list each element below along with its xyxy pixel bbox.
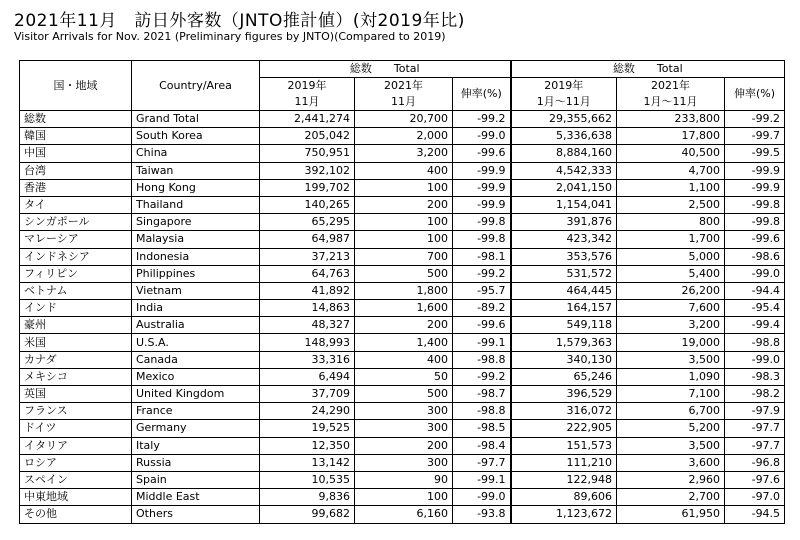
cell-month-rate: -99.1 xyxy=(453,334,511,351)
cell-month-2019: 148,993 xyxy=(260,334,355,351)
cell-month-2019: 140,265 xyxy=(260,196,355,213)
cell-month-2021: 400 xyxy=(355,351,453,368)
page-title: 2021年11月 訪日外客数（JNTO推計値）(対2019年比) xyxy=(14,11,465,31)
cell-ytd-2021: 6,700 xyxy=(617,403,725,420)
cell-country-jp: 中国 xyxy=(20,145,132,162)
cell-country-en: Indonesia xyxy=(132,248,260,265)
cell-country-en: Grand Total xyxy=(132,111,260,128)
cell-month-2019: 37,213 xyxy=(260,248,355,265)
cell-ytd-2021: 7,100 xyxy=(617,386,725,403)
cell-month-rate: -99.6 xyxy=(453,317,511,334)
cell-ytd-2021: 2,700 xyxy=(617,489,725,506)
cell-country-en: South Korea xyxy=(132,128,260,145)
cell-country-en: India xyxy=(132,300,260,317)
cell-country-en: Germany xyxy=(132,420,260,437)
col-header-country-en: Country/Area xyxy=(132,61,260,111)
cell-country-en: Taiwan xyxy=(132,162,260,179)
cell-ytd-2021: 3,500 xyxy=(617,437,725,454)
cell-ytd-rate: -97.9 xyxy=(725,403,785,420)
cell-ytd-2021: 1,100 xyxy=(617,179,725,196)
cell-ytd-2019: 65,246 xyxy=(511,368,617,385)
cell-month-2021: 50 xyxy=(355,368,453,385)
cell-country-en: U.S.A. xyxy=(132,334,260,351)
cell-month-2021: 500 xyxy=(355,386,453,403)
cell-month-2019: 24,290 xyxy=(260,403,355,420)
cell-ytd-2019: 549,118 xyxy=(511,317,617,334)
cell-month-rate: -99.9 xyxy=(453,162,511,179)
col-header-ytd-rate: 伸率(%) xyxy=(725,78,785,111)
cell-country-en: France xyxy=(132,403,260,420)
cell-month-2021: 2,000 xyxy=(355,128,453,145)
cell-country-en: United Kingdom xyxy=(132,386,260,403)
cell-ytd-2019: 222,905 xyxy=(511,420,617,437)
cell-month-rate: -98.5 xyxy=(453,420,511,437)
table-row xyxy=(20,368,785,385)
cell-ytd-2021: 800 xyxy=(617,214,725,231)
table-row xyxy=(20,248,785,265)
cell-month-2019: 64,987 xyxy=(260,231,355,248)
cell-ytd-rate: -99.0 xyxy=(725,351,785,368)
cell-ytd-2019: 396,529 xyxy=(511,386,617,403)
cell-month-rate: -98.1 xyxy=(453,248,511,265)
cell-country-jp: フィリピン xyxy=(20,265,132,282)
cell-month-2021: 100 xyxy=(355,179,453,196)
cell-country-jp: 韓国 xyxy=(20,128,132,145)
cell-ytd-rate: -99.9 xyxy=(725,179,785,196)
cell-ytd-2019: 5,336,638 xyxy=(511,128,617,145)
cell-country-en: Thailand xyxy=(132,196,260,213)
cell-ytd-rate: -99.2 xyxy=(725,111,785,128)
table-row xyxy=(20,317,785,334)
visitor-arrivals-table xyxy=(19,60,785,524)
cell-ytd-rate: -97.7 xyxy=(725,437,785,454)
cell-month-rate: -97.7 xyxy=(453,454,511,471)
cell-month-2019: 13,142 xyxy=(260,454,355,471)
cell-month-2019: 9,836 xyxy=(260,489,355,506)
cell-ytd-2019: 531,572 xyxy=(511,265,617,282)
cell-month-2021: 6,160 xyxy=(355,506,453,523)
table-row xyxy=(20,179,785,196)
cell-month-rate: -99.0 xyxy=(453,128,511,145)
cell-country-jp: その他 xyxy=(20,506,132,523)
table-row xyxy=(20,265,785,282)
cell-ytd-2021: 7,600 xyxy=(617,300,725,317)
cell-ytd-rate: -98.8 xyxy=(725,334,785,351)
cell-ytd-2021: 5,000 xyxy=(617,248,725,265)
cell-country-en: China xyxy=(132,145,260,162)
cell-month-rate: -98.4 xyxy=(453,437,511,454)
table-row xyxy=(20,386,785,403)
cell-ytd-2019: 2,041,150 xyxy=(511,179,617,196)
cell-month-rate: -93.8 xyxy=(453,506,511,523)
cell-month-2021: 200 xyxy=(355,196,453,213)
cell-country-jp: 総数 xyxy=(20,111,132,128)
cell-ytd-rate: -98.2 xyxy=(725,386,785,403)
cell-month-rate: -99.2 xyxy=(453,368,511,385)
cell-country-en: Vietnam xyxy=(132,282,260,299)
cell-country-jp: 香港 xyxy=(20,179,132,196)
cell-country-jp: 英国 xyxy=(20,386,132,403)
cell-ytd-rate: -98.6 xyxy=(725,248,785,265)
cell-ytd-rate: -99.9 xyxy=(725,162,785,179)
cell-month-2019: 19,525 xyxy=(260,420,355,437)
cell-ytd-2021: 4,700 xyxy=(617,162,725,179)
cell-month-rate: -99.0 xyxy=(453,489,511,506)
cell-ytd-2021: 26,200 xyxy=(617,282,725,299)
cell-month-2021: 20,700 xyxy=(355,111,453,128)
cell-month-2019: 205,042 xyxy=(260,128,355,145)
cell-month-2019: 750,951 xyxy=(260,145,355,162)
cell-country-jp: 米国 xyxy=(20,334,132,351)
table-row xyxy=(20,403,785,420)
cell-country-jp: メキシコ xyxy=(20,368,132,385)
cell-country-en: Malaysia xyxy=(132,231,260,248)
cell-month-rate: -99.2 xyxy=(453,265,511,282)
table-row xyxy=(20,282,785,299)
table-row xyxy=(20,506,785,523)
cell-month-2019: 199,702 xyxy=(260,179,355,196)
col-header-ytd-2019: 2019年 1月～11月 xyxy=(511,78,617,111)
cell-month-2019: 10,535 xyxy=(260,471,355,488)
cell-month-2021: 100 xyxy=(355,214,453,231)
cell-month-2019: 37,709 xyxy=(260,386,355,403)
cell-ytd-2019: 164,157 xyxy=(511,300,617,317)
col-header-ytd-2021: 2021年 1月～11月 xyxy=(617,78,725,111)
cell-country-en: Hong Kong xyxy=(132,179,260,196)
table-row xyxy=(20,128,785,145)
cell-month-rate: -98.7 xyxy=(453,386,511,403)
cell-ytd-rate: -94.4 xyxy=(725,282,785,299)
cell-country-en: Philippines xyxy=(132,265,260,282)
cell-country-jp: カナダ xyxy=(20,351,132,368)
cell-month-rate: -99.6 xyxy=(453,145,511,162)
cell-month-2021: 500 xyxy=(355,265,453,282)
cell-month-rate: -99.1 xyxy=(453,471,511,488)
cell-ytd-2021: 40,500 xyxy=(617,145,725,162)
cell-month-rate: -99.9 xyxy=(453,196,511,213)
cell-month-2021: 100 xyxy=(355,489,453,506)
cell-country-en: Singapore xyxy=(132,214,260,231)
cell-ytd-rate: -97.0 xyxy=(725,489,785,506)
cell-month-2019: 6,494 xyxy=(260,368,355,385)
cell-ytd-2021: 1,700 xyxy=(617,231,725,248)
cell-ytd-rate: -99.8 xyxy=(725,196,785,213)
cell-month-2019: 65,295 xyxy=(260,214,355,231)
cell-ytd-2021: 3,200 xyxy=(617,317,725,334)
cell-country-jp: ドイツ xyxy=(20,420,132,437)
cell-country-jp: スペイン xyxy=(20,471,132,488)
cell-ytd-rate: -99.5 xyxy=(725,145,785,162)
cell-month-2021: 300 xyxy=(355,420,453,437)
cell-month-2019: 41,892 xyxy=(260,282,355,299)
cell-ytd-rate: -94.5 xyxy=(725,506,785,523)
cell-month-2021: 100 xyxy=(355,231,453,248)
cell-ytd-2019: 1,154,041 xyxy=(511,196,617,213)
cell-ytd-rate: -99.7 xyxy=(725,128,785,145)
table-row xyxy=(20,196,785,213)
cell-country-en: Russia xyxy=(132,454,260,471)
cell-ytd-2021: 5,200 xyxy=(617,420,725,437)
cell-ytd-2021: 19,000 xyxy=(617,334,725,351)
cell-ytd-2019: 1,123,672 xyxy=(511,506,617,523)
cell-ytd-2019: 151,573 xyxy=(511,437,617,454)
cell-ytd-rate: -95.4 xyxy=(725,300,785,317)
table-row xyxy=(20,334,785,351)
cell-ytd-2019: 89,606 xyxy=(511,489,617,506)
table-row xyxy=(20,300,785,317)
cell-month-rate: -99.9 xyxy=(453,179,511,196)
cell-ytd-2021: 5,400 xyxy=(617,265,725,282)
cell-ytd-rate: -97.7 xyxy=(725,420,785,437)
cell-month-2021: 1,600 xyxy=(355,300,453,317)
cell-ytd-2021: 17,800 xyxy=(617,128,725,145)
table-row xyxy=(20,471,785,488)
cell-ytd-2019: 122,948 xyxy=(511,471,617,488)
header-row-top xyxy=(20,61,785,78)
cell-ytd-2019: 8,884,160 xyxy=(511,145,617,162)
cell-ytd-2021: 61,950 xyxy=(617,506,725,523)
col-header-country-jp: 国・地域 xyxy=(20,61,132,111)
cell-month-2019: 99,682 xyxy=(260,506,355,523)
cell-ytd-2019: 4,542,333 xyxy=(511,162,617,179)
cell-ytd-2021: 3,600 xyxy=(617,454,725,471)
cell-country-jp: 豪州 xyxy=(20,317,132,334)
cell-month-rate: -99.2 xyxy=(453,111,511,128)
cell-month-2021: 90 xyxy=(355,471,453,488)
cell-ytd-2021: 2,960 xyxy=(617,471,725,488)
cell-country-en: Mexico xyxy=(132,368,260,385)
cell-country-jp: 中東地域 xyxy=(20,489,132,506)
page-subtitle: Visitor Arrivals for Nov. 2021 (Preliminary figures by JNTO)(Compared to 2019) xyxy=(14,30,446,43)
cell-country-en: Others xyxy=(132,506,260,523)
cell-ytd-2019: 340,130 xyxy=(511,351,617,368)
cell-ytd-2021: 233,800 xyxy=(617,111,725,128)
cell-month-rate: -98.8 xyxy=(453,351,511,368)
cell-ytd-2021: 1,090 xyxy=(617,368,725,385)
table-row xyxy=(20,162,785,179)
cell-ytd-2019: 29,355,662 xyxy=(511,111,617,128)
cell-country-en: Middle East xyxy=(132,489,260,506)
cell-month-2021: 300 xyxy=(355,454,453,471)
cell-month-rate: -95.7 xyxy=(453,282,511,299)
cell-country-jp: ベトナム xyxy=(20,282,132,299)
cell-country-jp: インド xyxy=(20,300,132,317)
table-row xyxy=(20,437,785,454)
cell-month-2021: 1,400 xyxy=(355,334,453,351)
table-row xyxy=(20,351,785,368)
table-row xyxy=(20,231,785,248)
cell-country-jp: ロシア xyxy=(20,454,132,471)
table-row xyxy=(20,111,785,128)
cell-ytd-rate: -97.6 xyxy=(725,471,785,488)
col-header-month-2019: 2019年 11月 xyxy=(260,78,355,111)
table-row xyxy=(20,489,785,506)
cell-month-2021: 200 xyxy=(355,317,453,334)
cell-month-2019: 64,763 xyxy=(260,265,355,282)
cell-month-2019: 2,441,274 xyxy=(260,111,355,128)
cell-country-jp: 台湾 xyxy=(20,162,132,179)
cell-ytd-rate: -99.0 xyxy=(725,265,785,282)
cell-ytd-rate: -98.3 xyxy=(725,368,785,385)
cell-country-en: Australia xyxy=(132,317,260,334)
table-row xyxy=(20,420,785,437)
table-row xyxy=(20,214,785,231)
cell-ytd-2019: 464,445 xyxy=(511,282,617,299)
group-header-month: 総数 Total xyxy=(260,61,511,78)
cell-month-rate: -99.8 xyxy=(453,231,511,248)
cell-month-2019: 12,350 xyxy=(260,437,355,454)
cell-ytd-2019: 423,342 xyxy=(511,231,617,248)
cell-month-2019: 48,327 xyxy=(260,317,355,334)
cell-ytd-rate: -96.8 xyxy=(725,454,785,471)
cell-month-2021: 300 xyxy=(355,403,453,420)
cell-country-en: Canada xyxy=(132,351,260,368)
table-row xyxy=(20,454,785,471)
col-header-month-2021: 2021年 11月 xyxy=(355,78,453,111)
cell-month-2021: 700 xyxy=(355,248,453,265)
cell-month-2021: 3,200 xyxy=(355,145,453,162)
cell-month-rate: -99.8 xyxy=(453,214,511,231)
cell-ytd-2019: 111,210 xyxy=(511,454,617,471)
cell-country-jp: タイ xyxy=(20,196,132,213)
cell-ytd-rate: -99.4 xyxy=(725,317,785,334)
cell-ytd-rate: -99.8 xyxy=(725,214,785,231)
cell-month-2019: 392,102 xyxy=(260,162,355,179)
cell-country-jp: シンガポール xyxy=(20,214,132,231)
cell-country-en: Spain xyxy=(132,471,260,488)
cell-ytd-2019: 391,876 xyxy=(511,214,617,231)
cell-month-2021: 200 xyxy=(355,437,453,454)
table-row xyxy=(20,145,785,162)
cell-month-rate: -89.2 xyxy=(453,300,511,317)
cell-country-jp: イタリア xyxy=(20,437,132,454)
cell-country-en: Italy xyxy=(132,437,260,454)
cell-country-jp: インドネシア xyxy=(20,248,132,265)
cell-month-2021: 1,800 xyxy=(355,282,453,299)
cell-ytd-2021: 2,500 xyxy=(617,196,725,213)
cell-month-2021: 400 xyxy=(355,162,453,179)
cell-country-jp: マレーシア xyxy=(20,231,132,248)
cell-ytd-rate: -99.6 xyxy=(725,231,785,248)
cell-ytd-2021: 3,500 xyxy=(617,351,725,368)
cell-ytd-2019: 316,072 xyxy=(511,403,617,420)
cell-ytd-2019: 353,576 xyxy=(511,248,617,265)
cell-month-2019: 14,863 xyxy=(260,300,355,317)
cell-month-rate: -98.8 xyxy=(453,403,511,420)
cell-country-jp: フランス xyxy=(20,403,132,420)
group-header-ytd: 総数 Total xyxy=(511,61,785,78)
cell-ytd-2019: 1,579,363 xyxy=(511,334,617,351)
cell-month-2019: 33,316 xyxy=(260,351,355,368)
col-header-month-rate: 伸率(%) xyxy=(453,78,511,111)
